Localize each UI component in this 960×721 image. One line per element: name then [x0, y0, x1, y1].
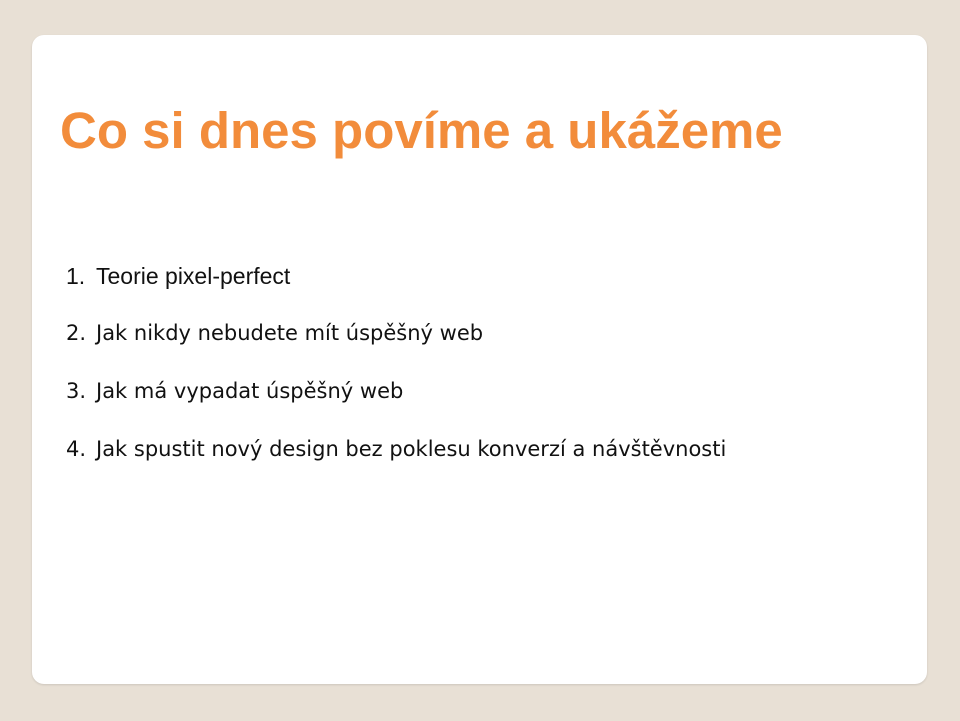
list-item: [66, 381, 726, 439]
list-item: [66, 323, 726, 381]
list-item-text: Jak nikdy nebudete mít úspěšný web: [96, 321, 484, 345]
list-item-text: Jak spustit nový design bez poklesu konverzí a návštěvnosti: [96, 437, 727, 461]
list-item-number: 4.: [66, 437, 87, 461]
agenda-list: [66, 265, 726, 497]
list-item-number: 1.: [66, 263, 86, 289]
slide-title: Co si dnes povíme a ukážeme: [60, 102, 783, 159]
list-item: [66, 265, 726, 323]
list-item: [66, 439, 726, 497]
slide-card: [32, 35, 927, 684]
list-item-number: 3.: [66, 379, 87, 403]
list-item-text: Jak má vypadat úspěšný web: [96, 379, 404, 403]
list-item-number: 2.: [66, 321, 87, 345]
list-item-text: Teorie pixel-perfect: [96, 263, 291, 289]
